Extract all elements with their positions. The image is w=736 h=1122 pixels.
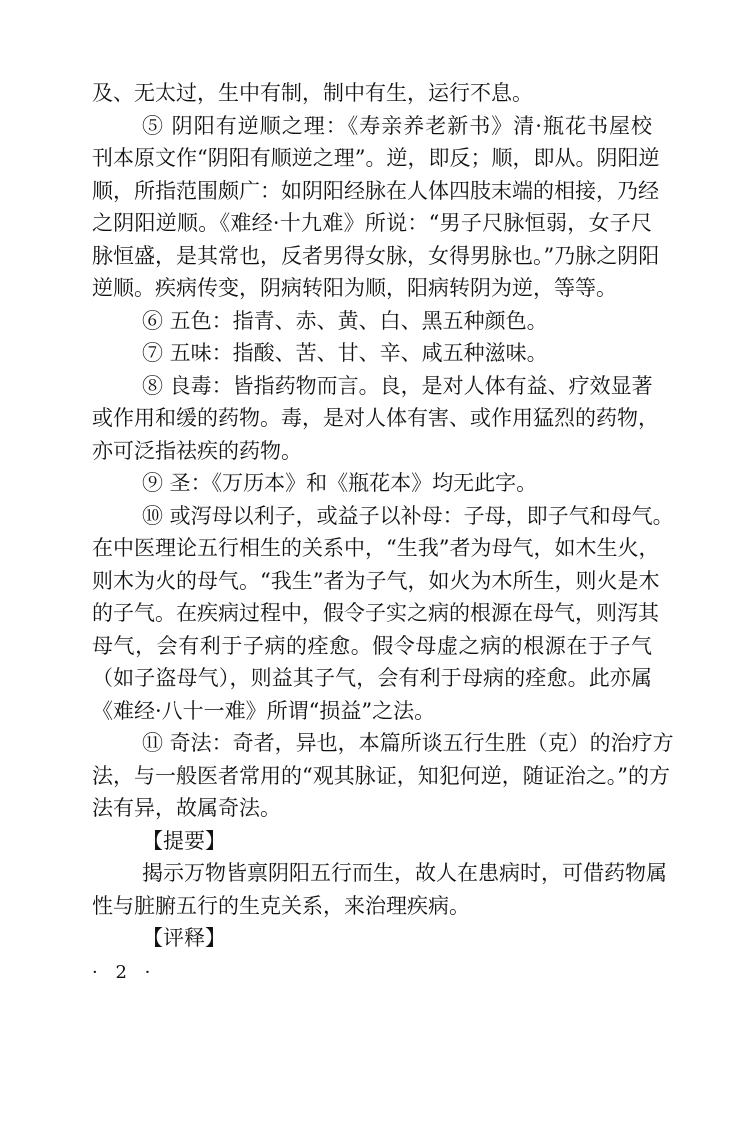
text-line: 法，与一般医者常用的“观其脉证，知犯何逆，随证治之。”的方 bbox=[92, 763, 670, 788]
text-line: 或作用和缓的药物。毒，是对人体有害、或作用猛烈的药物， bbox=[92, 406, 659, 430]
text-line: 的子气。在疾病过程中，假令子实之病的根源在母气，则泻其 bbox=[92, 601, 659, 625]
text-line: （如子盗母气），则益其子气，会有利于母病的痊愈。此亦属 bbox=[92, 666, 652, 690]
text-line: ⑨ 圣：《万历本》和《瓶花本》均无此字。 bbox=[142, 471, 538, 495]
text-line: ⑧ 良毒：皆指药物而言。良，是对人体有益、疗效显著 bbox=[142, 373, 653, 398]
text-line: 揭示万物皆禀阴阳五行而生，故人在患病时，可借药物属 bbox=[142, 861, 667, 885]
text-line: ⑪ 奇法：奇者，异也，本篇所谈五行生胜（克）的治疗方 bbox=[142, 731, 674, 755]
text-line: 《难经·八十一难》所谓“损益”之法。 bbox=[92, 698, 436, 723]
document-body bbox=[92, 77, 674, 955]
text-line: 在中医理论五行相生的关系中，“生我”者为母气，如木生火， bbox=[92, 536, 660, 560]
text-line: 亦可泛指祛疾的药物。 bbox=[92, 438, 302, 463]
text-line: ⑩ 或泻母以利子，或益子以补母：子母，即子气和母气。 bbox=[142, 503, 674, 528]
text-line: 【提要】 bbox=[142, 828, 226, 853]
page-number: · 2 · bbox=[92, 962, 157, 983]
text-line: ⑦ 五味：指酸、苦、甘、辛、咸五种滋味。 bbox=[142, 341, 548, 365]
text-line: 性与脏腑五行的生克关系，来治理疾病。 bbox=[92, 893, 470, 918]
text-line: 法有异，故属奇法。 bbox=[92, 796, 281, 820]
text-line: ⑤ 阴阳有逆顺之理：《寿亲养老新书》清·瓶花书屋校 bbox=[142, 113, 652, 138]
text-line: 刊本原文作“阴阳有顺逆之理”。逆，即反；顺，即从。阴阳逆 bbox=[92, 146, 660, 170]
text-line: 【评释】 bbox=[142, 926, 226, 950]
text-line: 逆顺。疾病传变，阴病转阳为顺，阳病转阴为逆，等等。 bbox=[92, 276, 617, 300]
text-line: 脉恒盛，是其常也，反者男得女脉，女得男脉也。”乃脉之阴阳 bbox=[92, 243, 660, 268]
text-line: 顺，所指范围颇广：如阴阳经脉在人体四肢末端的相接，乃经 bbox=[92, 178, 659, 203]
text-line: 母气，会有利于子病的痊愈。假令母虚之病的根源在于子气 bbox=[92, 633, 652, 658]
text-line: 之阴阳逆顺。《难经·十九难》所说：“男子尺脉恒弱，女子尺 bbox=[92, 211, 652, 235]
text-line: ⑥ 五色：指青、赤、黄、白、黑五种颜色。 bbox=[142, 308, 548, 333]
text-line: 及、无太过，生中有制，制中有生，运行不息。 bbox=[92, 81, 533, 105]
text-line: 则木为火的母气。“我生”者为子气，如火为木所生，则火是木 bbox=[92, 568, 660, 593]
